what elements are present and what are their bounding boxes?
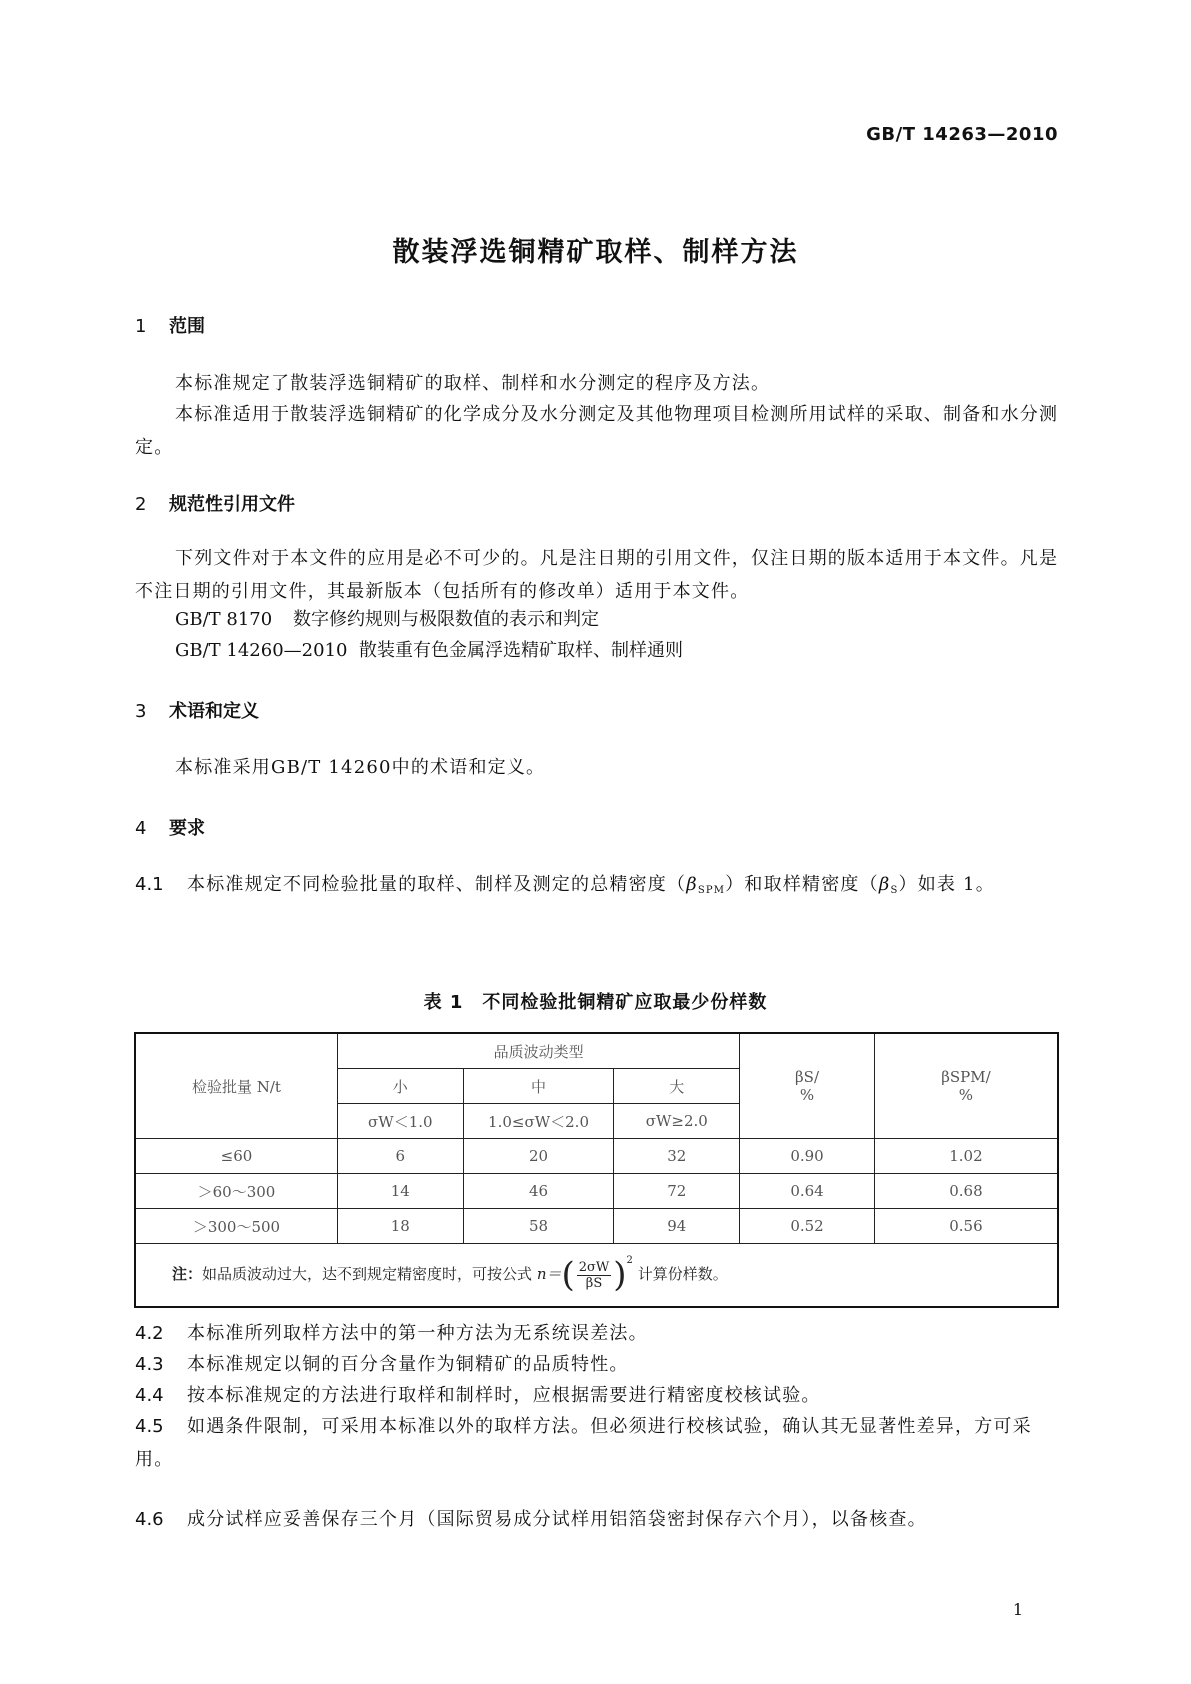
clause-number: 4.5 <box>135 1416 164 1437</box>
reference-title: 散装重有色金属浮选精矿取样、制样通则 <box>359 640 683 661</box>
cell-large: 72 <box>614 1174 740 1209</box>
header-large-condition: σW≥2.0 <box>614 1104 740 1139</box>
section-1-paragraph-1: 本标准规定了散装浮选铜精矿的取样、制样和水分测定的程序及方法。 <box>175 373 771 394</box>
beta-symbol: β <box>686 874 698 895</box>
cell-medium: 46 <box>463 1174 614 1209</box>
clause-text: ）和取样精密度（ <box>725 874 879 895</box>
clause-number: 4.1 <box>135 874 164 895</box>
note-text: 如品质波动过大，达不到规定精密度时，可按公式 <box>202 1265 533 1283</box>
clause-text: 本标准所列取样方法中的第一种方法为无系统误差法。 <box>187 1323 648 1344</box>
cell-large: 32 <box>614 1139 740 1174</box>
section-3-heading <box>135 697 259 723</box>
clause-4-3 <box>135 1348 1060 1381</box>
reference-code: GB/T 14260—2010 <box>175 640 348 661</box>
section-number: 1 <box>135 316 147 337</box>
clause-4-6 <box>135 1503 1060 1536</box>
header-beta-s <box>740 1033 875 1139</box>
header-medium-condition: 1.0≤σW＜2.0 <box>463 1104 614 1139</box>
clause-text: 按本标准规定的方法进行取样和制样时，应根据需要进行精密度校核试验。 <box>187 1385 821 1406</box>
cell-medium: 58 <box>463 1209 614 1244</box>
cell-lot: ＞300～500 <box>135 1209 337 1244</box>
header-lot-size: 检验批量 N/t <box>135 1033 337 1139</box>
clause-4-1 <box>135 868 1060 907</box>
table-note <box>135 1244 1058 1308</box>
header-beta-spm-label: βSPM/ <box>941 1068 991 1086</box>
clause-number: 4.6 <box>135 1509 164 1530</box>
subscript-s: S <box>890 885 899 896</box>
header-medium: 中 <box>463 1069 614 1104</box>
cell-small: 18 <box>337 1209 463 1244</box>
section-1-heading <box>135 312 205 338</box>
table-row <box>135 1174 1058 1209</box>
reference-code: GB/T 8170 <box>175 609 273 630</box>
cell-beta-spm: 1.02 <box>874 1139 1058 1174</box>
cell-lot: ＞60～300 <box>135 1174 337 1209</box>
note-text: 计算份样数。 <box>637 1265 728 1283</box>
table-row <box>135 1209 1058 1244</box>
clause-number: 4.4 <box>135 1385 164 1406</box>
header-quality-type: 品质波动类型 <box>337 1033 739 1069</box>
reference-title: 数字修约规则与极限数值的表示和判定 <box>293 609 599 630</box>
clause-text: ）如表 1。 <box>898 874 995 895</box>
document-code: GB/T 14263—2010 <box>866 124 1058 145</box>
cell-beta-spm: 0.68 <box>874 1174 1058 1209</box>
section-4-heading <box>135 814 205 840</box>
formula-fraction <box>577 1260 612 1291</box>
section-number: 4 <box>135 818 147 839</box>
clause-text: 本标准规定以铜的百分含量作为铜精矿的品质特性。 <box>187 1354 629 1375</box>
cell-medium: 20 <box>463 1139 614 1174</box>
formula-denominator: βS <box>585 1275 603 1291</box>
sampling-table <box>134 1032 1059 1308</box>
cell-small: 6 <box>337 1139 463 1174</box>
cell-beta-s: 0.52 <box>740 1209 875 1244</box>
reference-item <box>175 605 599 631</box>
section-2-heading <box>135 490 295 516</box>
table-caption: 表 1 不同检验批铜精矿应取最少份样数 <box>423 992 768 1013</box>
clause-text: 成分试样应妥善保存三个月（国际贸易成分试样用铝箔袋密封保存六个月），以备核查。 <box>187 1509 927 1530</box>
section-title: 规范性引用文件 <box>169 494 295 515</box>
header-beta-s-label: βS/ <box>795 1068 820 1086</box>
header-beta-spm <box>874 1033 1058 1139</box>
section-title: 术语和定义 <box>169 701 259 722</box>
section-2-paragraph: 下列文件对于本文件的应用是必不可少的。凡是注日期的引用文件，仅注日期的版本适用于本文件。凡是不注日期的引用文件，其最新版本（包括所有的修改单）适用于本文件。 <box>135 548 1059 602</box>
cell-small: 14 <box>337 1174 463 1209</box>
table-row <box>135 1139 1058 1174</box>
document-title: 散装浮选铜精矿取样、制样方法 <box>392 237 799 268</box>
formula-paren: ( <box>561 1255 575 1295</box>
clause-text: 本标准规定不同检验批量的取样、制样及测定的总精密度（ <box>187 874 687 895</box>
header-small-condition: σW＜1.0 <box>337 1104 463 1139</box>
cell-large: 94 <box>614 1209 740 1244</box>
subscript-spm: SPM <box>697 885 726 896</box>
section-title: 范围 <box>169 316 205 337</box>
header-percent: % <box>958 1086 974 1104</box>
header-small: 小 <box>337 1069 463 1104</box>
clause-4-2 <box>135 1317 1060 1350</box>
section-number: 2 <box>135 494 147 515</box>
clause-4-4 <box>135 1379 1060 1412</box>
section-title: 要求 <box>169 818 205 839</box>
section-number: 3 <box>135 701 147 722</box>
formula-exponent: 2 <box>626 1255 633 1266</box>
note-label: 注： <box>172 1265 203 1283</box>
reference-item <box>175 636 683 662</box>
clause-number: 4.3 <box>135 1354 164 1375</box>
cell-beta-s: 0.64 <box>740 1174 875 1209</box>
formula-paren: ) <box>613 1255 627 1295</box>
section-3-paragraph: 本标准采用GB/T 14260中的术语和定义。 <box>175 757 546 778</box>
header-percent: % <box>799 1086 815 1104</box>
clause-text: 如遇条件限制，可采用本标准以外的取样方法。但必须进行校核试验，确认其无显著性差异，方可采用。 <box>135 1416 1032 1470</box>
formula-lhs: n＝ <box>536 1265 562 1283</box>
clause-number: 4.2 <box>135 1323 164 1344</box>
formula-numerator: 2σW <box>578 1259 610 1275</box>
section-1-paragraph-2: 本标准适用于散装浮选铜精矿的化学成分及水分测定及其他物理项目检测所用试样的采取、制备和水分测定。 <box>135 404 1059 458</box>
cell-lot: ≤60 <box>135 1139 337 1174</box>
header-large: 大 <box>614 1069 740 1104</box>
cell-beta-s: 0.90 <box>740 1139 875 1174</box>
clause-4-5 <box>135 1410 1060 1476</box>
cell-beta-spm: 0.56 <box>874 1209 1058 1244</box>
beta-symbol: β <box>878 874 891 895</box>
page-number: 1 <box>1012 1600 1023 1619</box>
